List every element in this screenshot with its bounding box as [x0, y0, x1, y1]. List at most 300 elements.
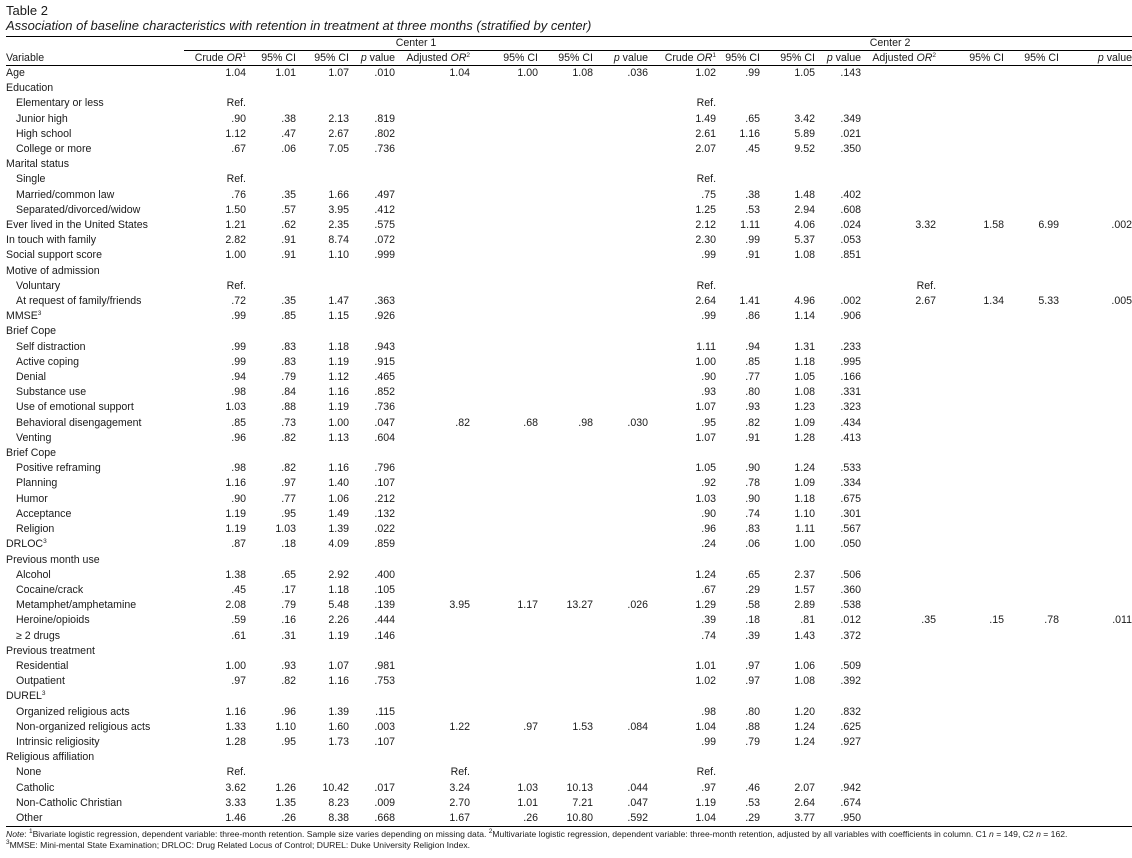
group-header-spacer [6, 37, 184, 52]
table-cell: 2.12 [695, 219, 717, 232]
note-n-symbol: n [989, 829, 994, 840]
table-cell: .65 [745, 112, 761, 125]
note-text-3: = 149, C2 [993, 829, 1037, 840]
table-cell: .73 [281, 416, 296, 429]
table-cell [936, 340, 1004, 355]
table-cell [1004, 370, 1059, 385]
table-cell [815, 553, 861, 568]
table-cell [538, 355, 593, 370]
table-cell [593, 400, 648, 415]
table-row [6, 796, 1132, 811]
column-header-text: 95% CI [558, 52, 593, 64]
table-cell [538, 188, 593, 203]
table-cell [1059, 461, 1132, 476]
table-cell: 2.13 [328, 112, 349, 125]
table-cell: 1.39 [328, 705, 349, 718]
table-cell [470, 659, 538, 674]
table-cell: .90 [231, 112, 246, 125]
row-label: Self distraction [16, 340, 86, 353]
table-cell [1059, 416, 1132, 431]
table-cell: .79 [745, 735, 761, 748]
row-label-cell [6, 507, 184, 522]
table-cell: .400 [374, 568, 395, 581]
table-cell: 2.70 [449, 796, 470, 809]
table-cell: 2.64 [794, 796, 816, 809]
table-cell [538, 492, 593, 507]
table-cell [1059, 370, 1132, 385]
row-label: Other [16, 811, 43, 824]
table-cell [861, 81, 936, 96]
table-cell: .97 [523, 720, 538, 733]
table-cell [470, 522, 538, 537]
table-cell [296, 81, 349, 96]
table-cell [1004, 96, 1059, 111]
table-cell: .93 [745, 401, 761, 414]
table-cell: 1.24 [794, 720, 816, 733]
column-header-italic: OR [450, 52, 467, 64]
table-cell [861, 66, 936, 82]
table-cell: .509 [840, 659, 862, 672]
table-row [6, 218, 1132, 233]
table-cell [815, 644, 861, 659]
column-header-sup: 2 [932, 52, 937, 59]
table-cell [716, 750, 760, 765]
table-cell [395, 674, 470, 689]
table-cell [395, 705, 470, 720]
row-label: Active coping [16, 355, 80, 368]
table-cell [349, 553, 395, 568]
table-cell: .26 [470, 811, 538, 827]
table-cell: 5.37 [794, 234, 816, 247]
table-cell [1059, 705, 1132, 720]
table-cell [349, 689, 395, 704]
table-label: Table 2 [6, 3, 48, 18]
table-cell: .79 [281, 371, 296, 384]
table-cell [716, 553, 760, 568]
table-cell [395, 644, 470, 659]
table-cell: .91 [745, 249, 761, 262]
table-cell: 3.95 [449, 599, 470, 612]
table-cell [593, 355, 648, 370]
column-header-text: 95% CI [780, 52, 816, 64]
table-cell [861, 705, 936, 720]
table-cell [538, 476, 593, 491]
table-row [6, 142, 1132, 157]
table-cell [936, 811, 1004, 827]
table-cell: .331 [840, 386, 862, 399]
column-header-text: Crude [664, 52, 697, 64]
table-cell: 1.49 [328, 507, 349, 520]
table-cell: .506 [840, 568, 862, 581]
table-row [6, 157, 1132, 172]
table-cell: .75 [701, 188, 717, 201]
table-cell [1059, 689, 1132, 704]
table-cell: .819 [374, 112, 395, 125]
table-cell: 1.09 [794, 477, 816, 490]
column-header-text: Adjusted [406, 52, 451, 64]
table-row [6, 233, 1132, 248]
table-cell: 1.04 [695, 720, 717, 733]
table-cell [861, 476, 936, 491]
table-cell: .76 [231, 188, 246, 201]
column-header-sup: 1 [712, 52, 717, 59]
table-cell [395, 385, 470, 400]
table-cell [593, 127, 648, 142]
table-cell: 10.42 [322, 781, 349, 794]
table-cell [184, 750, 246, 765]
table-cell [538, 127, 593, 142]
table-cell [246, 765, 296, 780]
table-cell: 1.25 [695, 203, 717, 216]
table-cell [1059, 157, 1132, 172]
table-cell: .96 [281, 705, 296, 718]
table-cell [648, 644, 716, 659]
table-cell [1059, 674, 1132, 689]
row-label-cell [6, 66, 184, 82]
table-cell [470, 689, 538, 704]
table-cell [861, 431, 936, 446]
table-cell [936, 750, 1004, 765]
table-cell: 3.77 [760, 811, 815, 827]
row-label: Marital status [6, 158, 69, 171]
table-cell [538, 218, 593, 233]
row-label: Previous treatment [6, 644, 95, 657]
table-cell [470, 537, 538, 552]
table-cell [1059, 66, 1132, 82]
table-cell: 1.00 [225, 249, 246, 262]
table-cell [936, 370, 1004, 385]
table-cell [538, 629, 593, 644]
table-cell [538, 659, 593, 674]
table-cell: .06 [745, 538, 761, 551]
row-label-cell [6, 811, 184, 827]
table-cell: .90 [701, 371, 717, 384]
table-cell: .96 [231, 431, 246, 444]
table-cell: 3.33 [225, 796, 246, 809]
row-label-cell [6, 568, 184, 583]
row-label: Catholic [16, 781, 55, 794]
table-cell: .15 [989, 614, 1005, 627]
table-cell [1004, 537, 1059, 552]
table-cell [1004, 720, 1059, 735]
table-cell [861, 446, 936, 461]
table-cell: 7.21 [572, 796, 593, 809]
table-cell [593, 750, 648, 765]
table-cell: .18 [281, 538, 296, 551]
table-cell [861, 157, 936, 172]
row-label-cell [6, 765, 184, 780]
table-cell: .139 [374, 599, 395, 612]
table-cell [184, 157, 246, 172]
table-row [6, 248, 1132, 263]
table-title: Association of baseline characteristics with retention in treatment at three months (stratified by center) [6, 18, 592, 33]
table-cell [246, 553, 296, 568]
row-label-cell [6, 659, 184, 674]
table-cell: 1.23 [794, 401, 816, 414]
table-cell [395, 613, 470, 628]
table-cell [246, 689, 296, 704]
row-label-cell [6, 522, 184, 537]
table-cell: 1.05 [794, 371, 816, 384]
table-cell: .38 [745, 188, 761, 201]
table-cell [861, 309, 936, 324]
column-header-center1-2 [296, 51, 349, 66]
table-cell: 1.19 [328, 355, 349, 368]
table-cell: 4.06 [794, 219, 816, 232]
table-cell: 1.11 [696, 340, 717, 353]
table-cell: .575 [374, 219, 395, 232]
row-label-cell [6, 613, 184, 628]
table-cell: 1.03 [695, 492, 717, 505]
table-cell [593, 157, 648, 172]
row-label-cell [6, 264, 184, 279]
row-label-cell [6, 476, 184, 491]
row-label-cell [6, 279, 184, 294]
table-cell [470, 294, 538, 309]
table-cell [861, 340, 936, 355]
row-label-cell [6, 492, 184, 507]
table-cell [861, 568, 936, 583]
table-cell: 8.23 [328, 796, 349, 809]
table-cell: .79 [281, 599, 296, 612]
table-cell [936, 674, 1004, 689]
table-cell [716, 264, 760, 279]
table-cell: .002 [1111, 219, 1132, 232]
row-label: Separated/divorced/widow [16, 203, 141, 216]
table-row [6, 522, 1132, 537]
table-cell [593, 248, 648, 263]
table-cell: .91 [281, 234, 296, 247]
table-cell [246, 279, 296, 294]
table-cell [936, 66, 1004, 82]
column-header-text: 95% CI [1024, 52, 1060, 64]
table-cell: Ref. [696, 173, 717, 186]
table-cell [1004, 431, 1059, 446]
row-label: Organized religious acts [16, 705, 130, 718]
table-cell: .832 [840, 705, 862, 718]
table-cell [593, 476, 648, 491]
table-cell [1059, 233, 1132, 248]
table-cell [395, 188, 470, 203]
table-cell [861, 264, 936, 279]
table-container [6, 3, 1132, 851]
table-cell [936, 127, 1004, 142]
table-cell: .981 [374, 659, 395, 672]
table-cell: 1.08 [794, 249, 816, 262]
table-cell: 1.24 [794, 735, 816, 748]
table-cell [936, 461, 1004, 476]
table-row [6, 674, 1132, 689]
table-cell [1059, 781, 1132, 796]
row-label-cell [6, 233, 184, 248]
table-cell: .99 [701, 310, 717, 323]
table-cell [936, 644, 1004, 659]
row-label-cell [6, 537, 184, 552]
table-cell: .97 [701, 781, 717, 794]
table-cell [1059, 324, 1132, 339]
table-cell [861, 370, 936, 385]
table-cell [1004, 735, 1059, 750]
table-cell: 1.47 [328, 295, 349, 308]
table-cell [593, 613, 648, 628]
table-cell: .88 [281, 401, 296, 414]
table-cell [538, 674, 593, 689]
table-cell [1004, 568, 1059, 583]
table-cell [593, 370, 648, 385]
table-cell: .92 [701, 477, 717, 490]
table-cell [760, 157, 815, 172]
table-cell [1004, 355, 1059, 370]
table-cell: .45 [745, 143, 761, 156]
table-cell: .96 [701, 523, 717, 536]
table-cell: .31 [281, 629, 296, 642]
table-cell [1004, 385, 1059, 400]
table-cell: .95 [281, 735, 296, 748]
table-cell [1004, 689, 1059, 704]
table-cell: .736 [374, 401, 395, 414]
table-row [6, 476, 1132, 491]
table-cell: .363 [374, 295, 395, 308]
table-cell [716, 765, 760, 780]
row-label-cell [6, 796, 184, 811]
table-cell: .009 [374, 796, 395, 809]
table-cell: 1.19 [328, 629, 349, 642]
row-label-cell [6, 629, 184, 644]
table-cell [936, 735, 1004, 750]
table-cell [936, 476, 1004, 491]
table-cell [470, 81, 538, 96]
table-cell [1059, 507, 1132, 522]
column-header-center1-5 [470, 51, 538, 66]
table-cell: .995 [840, 355, 862, 368]
table-cell: .017 [374, 781, 395, 794]
table-cell: .349 [840, 112, 862, 125]
row-label: Substance use [16, 386, 87, 399]
table-cell [1004, 81, 1059, 96]
table-cell [1004, 324, 1059, 339]
table-cell: .107 [374, 477, 395, 490]
table-cell [1059, 598, 1132, 613]
row-label: Intrinsic religiosity [16, 735, 100, 748]
table-cell [470, 765, 538, 780]
row-label: Acceptance [16, 507, 72, 520]
table-cell [716, 81, 760, 96]
table-cell [936, 157, 1004, 172]
table-cell [1059, 431, 1132, 446]
table-cell: .35 [921, 614, 937, 627]
table-cell [470, 553, 538, 568]
table-cell [861, 127, 936, 142]
table-cell: .942 [840, 781, 862, 794]
table-cell [395, 476, 470, 491]
table-cell: .74 [701, 629, 717, 642]
table-cell [538, 522, 593, 537]
table-cell [593, 446, 648, 461]
table-cell: .950 [815, 811, 861, 827]
table-cell [246, 446, 296, 461]
table-cell [936, 522, 1004, 537]
table-cell: .29 [716, 811, 760, 827]
table-cell: 2.82 [225, 234, 246, 247]
table-cell: Ref. [696, 766, 717, 779]
table-cell: .93 [701, 386, 717, 399]
table-cell: .592 [593, 811, 648, 827]
table-cell [538, 705, 593, 720]
table-cell: .350 [840, 143, 862, 156]
table-cell [538, 370, 593, 385]
table-cell: .915 [374, 355, 395, 368]
table-cell [936, 385, 1004, 400]
table-cell [1059, 248, 1132, 263]
table-cell [1004, 142, 1059, 157]
table-cell: 1.15 [328, 310, 349, 323]
table-cell: .98 [578, 416, 593, 429]
table-cell [1059, 340, 1132, 355]
table-cell: .98 [701, 705, 717, 718]
table-cell [936, 248, 1004, 263]
table-cell: .68 [523, 416, 538, 429]
table-cell [470, 172, 538, 187]
table-cell [395, 400, 470, 415]
table-cell [538, 568, 593, 583]
row-label: ≥ 2 drugs [16, 629, 61, 642]
table-cell [395, 735, 470, 750]
table-cell [861, 735, 936, 750]
column-header-center2-7 [1059, 51, 1132, 66]
table-cell [184, 81, 246, 96]
table-cell [1004, 400, 1059, 415]
table-cell [538, 583, 593, 598]
row-label-cell [6, 370, 184, 385]
table-cell [1059, 400, 1132, 415]
table-cell [760, 689, 815, 704]
table-cell: .608 [840, 203, 862, 216]
row-label: Planning [16, 477, 58, 490]
table-cell [470, 309, 538, 324]
table-cell: 2.94 [794, 203, 816, 216]
table-cell: .402 [840, 188, 862, 201]
table-cell [395, 370, 470, 385]
table-cell [861, 461, 936, 476]
table-cell [538, 689, 593, 704]
row-label: Religion [16, 523, 55, 536]
table-cell [470, 400, 538, 415]
table-cell: .736 [374, 143, 395, 156]
table-cell [1059, 476, 1132, 491]
table-cell [861, 248, 936, 263]
table-cell [538, 644, 593, 659]
table-cell [936, 112, 1004, 127]
table-cell [296, 157, 349, 172]
table-cell: .674 [840, 796, 862, 809]
table-cell [1059, 522, 1132, 537]
table-cell [1059, 142, 1132, 157]
table-cell [538, 157, 593, 172]
table-cell [936, 446, 1004, 461]
table-cell [538, 446, 593, 461]
note-sup-3: 3 [6, 839, 10, 847]
row-label: MMSE [6, 310, 38, 323]
column-header-italic: p [613, 52, 620, 64]
table-cell [395, 127, 470, 142]
table-cell [184, 689, 246, 704]
table-cell [861, 324, 936, 339]
table-cell [593, 233, 648, 248]
row-label: Voluntary [16, 279, 61, 292]
table-cell [1004, 796, 1059, 811]
table-cell [538, 461, 593, 476]
table-cell [648, 81, 716, 96]
